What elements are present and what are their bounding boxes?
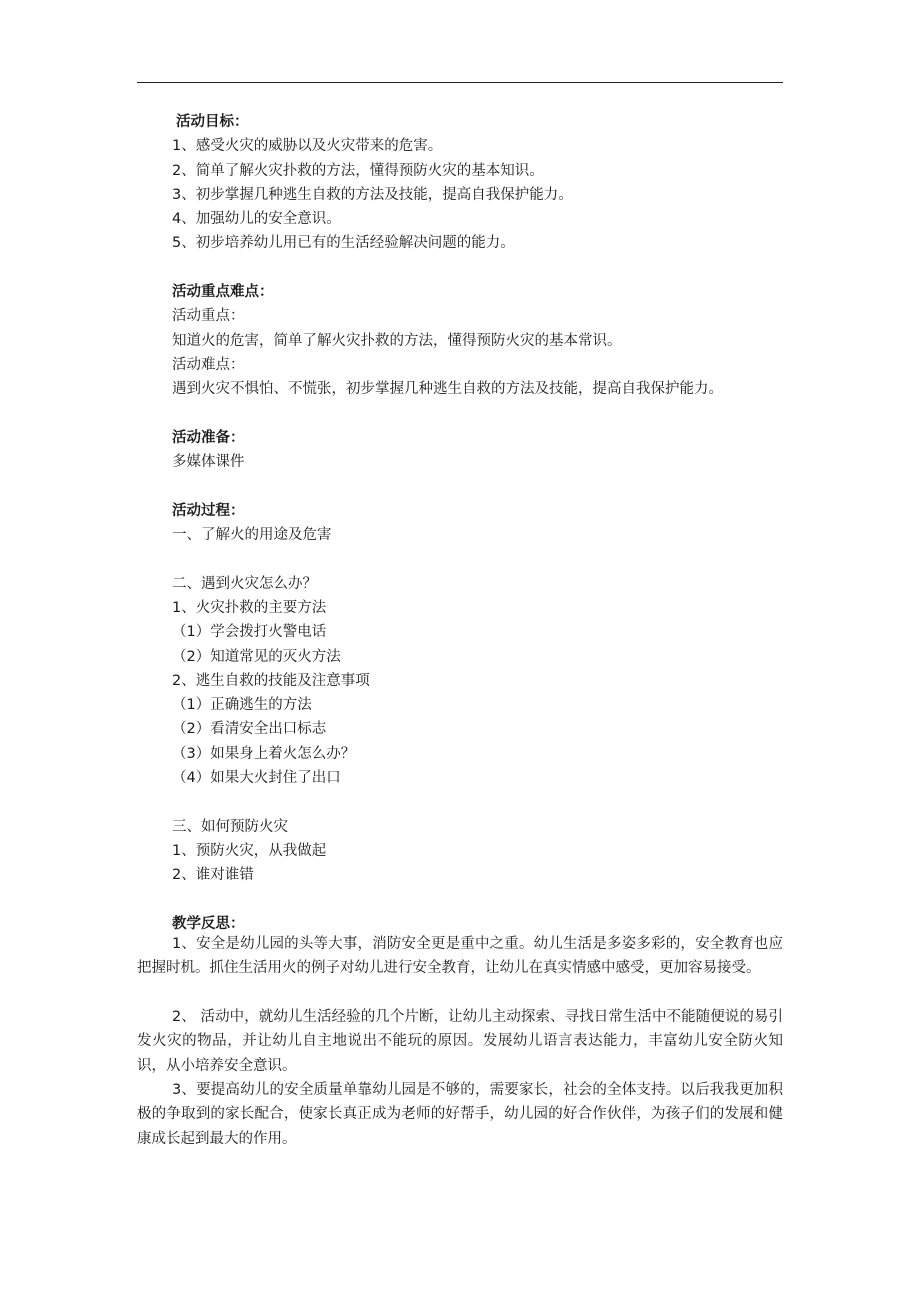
goal-item: 5、初步培养幼儿用已有的生活经验解决问题的能力。 <box>172 235 515 252</box>
key-points-heading: 活动重点难点： <box>172 284 274 301</box>
process-part2-line: （2）看清安全出口标志 <box>172 721 327 738</box>
process-part2-line: 1、火灾扑救的主要方法 <box>172 599 327 616</box>
process-part2-line: （2）知道常见的灭火方法 <box>172 648 341 665</box>
difficulty-text: 遇到火灾不惧怕、不慌张，初步掌握几种逃生自救的方法及技能，提高自我保护能力。 <box>172 381 723 398</box>
process-part3-title: 三、如何预防火灾 <box>172 818 288 835</box>
goal-item: 4、加强幼儿的安全意识。 <box>172 211 341 228</box>
process-part2-line: （1）学会拨打火警电话 <box>172 624 327 641</box>
goal-item: 1、感受火灾的威胁以及火灾带来的危害。 <box>172 138 443 155</box>
process-part1: 一、了解火的用途及危害 <box>172 527 332 544</box>
goal-item: 3、初步掌握几种逃生自救的方法及技能，提高自我保护能力。 <box>172 186 573 203</box>
difficulty-label: 活动难点： <box>172 356 245 373</box>
process-heading: 活动过程： <box>172 502 245 519</box>
process-part2-line: （1）正确逃生的方法 <box>172 697 312 714</box>
preparation-text: 多媒体课件 <box>172 454 245 471</box>
preparation-heading: 活动准备： <box>172 429 245 446</box>
reflection-paragraph: 2、 活动中，就幼儿生活经验的几个片断，让幼儿主动探索、寻找日常生活中不能随便说的易引发火灾的物品，并让幼儿自主地说出不能玩的原因。发展幼儿语言表达能力，丰富幼儿安全防火知识，从小培养安全意识。 <box>137 1009 783 1074</box>
process-part2-title: 二、遇到火灾怎么办？ <box>172 575 317 592</box>
process-part3-line: 1、预防火灾，从我做起 <box>172 842 327 859</box>
focus-label: 活动重点： <box>172 308 245 325</box>
process-part2-line: （4）如果大火封住了出口 <box>172 770 341 787</box>
reflection-paragraph: 1、安全是幼儿园的头等大事，消防安全更是重中之重。幼儿生活是多姿多彩的，安全教育也应把握时机。抓住生活用火的例子对幼儿进行安全教育，让幼儿在真实情感中感受，更加容易接受。 <box>137 936 783 977</box>
document-body <box>172 110 792 936</box>
reflection-paragraph: 3、要提高幼儿的安全质量单靠幼儿园是不够的，需要家长，社会的全体支持。以后我我更加积极的争取到的家长配合，使家长真正成为老师的好帮手，幼儿园的好合作伙伴，为孩子们的发展和健康成长起到最大的作用。 <box>137 1082 783 1147</box>
goal-item: 2、简单了解火灾扑救的方法，懂得预防火灾的基本知识。 <box>172 162 544 179</box>
process-part3-line: 2、谁对谁错 <box>172 867 254 884</box>
process-part2-line: 2、逃生自救的技能及注意事项 <box>172 672 370 689</box>
goals-heading: 活动目标： <box>176 114 249 130</box>
process-part2-line: （3）如果身上着火怎么办？ <box>172 745 356 762</box>
reflection-heading: 教学反思： <box>172 915 245 932</box>
focus-text: 知道火的危害，简单了解火灾扑救的方法，懂得预防火灾的基本常识。 <box>172 332 622 349</box>
header-rule <box>137 82 783 83</box>
